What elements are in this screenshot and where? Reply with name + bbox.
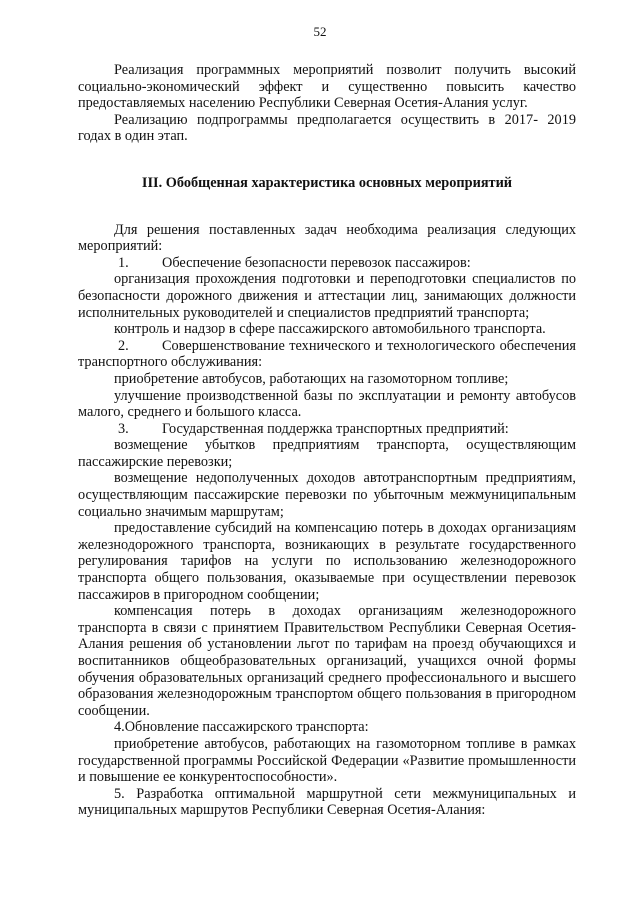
list-item-2-title: 2. Совершенствование технического и технологического обеспечения транспортного обслуживания:	[78, 337, 576, 371]
list-number: 3.	[118, 420, 129, 437]
list-subitem: контроль и надзор в сфере пассажирского автомобильного транспорта.	[114, 321, 546, 338]
list-item-4-title: 4.Обновление пассажирского транспорта:	[114, 719, 369, 736]
list-subitem: организация прохождения подготовки и переподготовки специалистов по безопасности дорожного движения и аттестации лиц, занимающих должности исполнительных руководителей и специалистов предприятий транспорта;	[78, 271, 576, 321]
list-item-5-title: 5. Разработка оптимальной маршрутной сети межмуниципальных и муниципальных маршрутов Республики Северная Осетия-Алания:	[78, 785, 576, 819]
list-subitem: приобретение автобусов, работающих на газомоторном топливе;	[114, 370, 509, 387]
intro-paragraph: Для решения поставленных задач необходима реализация следующих мероприятий:	[78, 221, 576, 255]
section-heading: III. Обобщенная характеристика основных мероприятий	[141, 174, 513, 191]
list-subitem: улучшение производственной базы по эксплуатации и ремонту автобусов малого, среднего и большого класса.	[78, 387, 576, 421]
list-subitem: предоставление субсидий на компенсацию потерь в доходах организациям железнодорожного транспорта, возникающих в результате государственного регулирования тарифов на услуги по использованию железнодорожного транспорта общего пользования, оказываемые при осуществлении перевозок пассажиров в пригородном сообщении;	[78, 520, 576, 603]
list-subitem: возмещение убытков предприятиям транспорта, осуществляющим пассажирские перевозки;	[78, 437, 576, 470]
list-subitem: возмещение недополученных доходов автотранспортным предприятиям, осуществляющим пассажирские перевозки по убыточным межмуниципальным социально значимым маршрутам;	[78, 470, 576, 520]
list-number: 2.	[118, 337, 129, 354]
page-number: 52	[313, 24, 327, 39]
list-item-1-title: 1. Обеспечение безопасности перевозок пассажиров:	[118, 254, 471, 271]
list-item-3-title: 3. Государственная поддержка транспортных предприятий:	[118, 420, 509, 437]
list-number: 1.	[118, 254, 129, 271]
page-body	[78, 62, 576, 819]
list-subitem: компенсация потерь в доходах организациям железнодорожного транспорта в связи с принятием Правительством Республики Северная Осетия-Алания решения об установлении льгот по тарифам на проезд обучающихся и воспитанников общеобразовательных организаций, учащихся очной формы обучения образовательных организаций среднего профессионального и высшего образования железнодорожным транспортом общего пользования в пригородном сообщении.	[78, 603, 576, 719]
list-subitem: приобретение автобусов, работающих на газомоторном топливе в рамках государственной программы Российской Федерации «Развитие промышленности и повышение ее конкурентоспособности».	[78, 735, 576, 786]
paragraph: Реализацию подпрограммы предполагается осуществить в 2017- 2019 годах в один этап.	[78, 111, 576, 145]
paragraph: Реализация программных мероприятий позволит получить высокий социально-экономический эффект и существенно повысить качество предоставляемых населению Республики Северная Осетия-Алания услуг.	[78, 62, 576, 112]
